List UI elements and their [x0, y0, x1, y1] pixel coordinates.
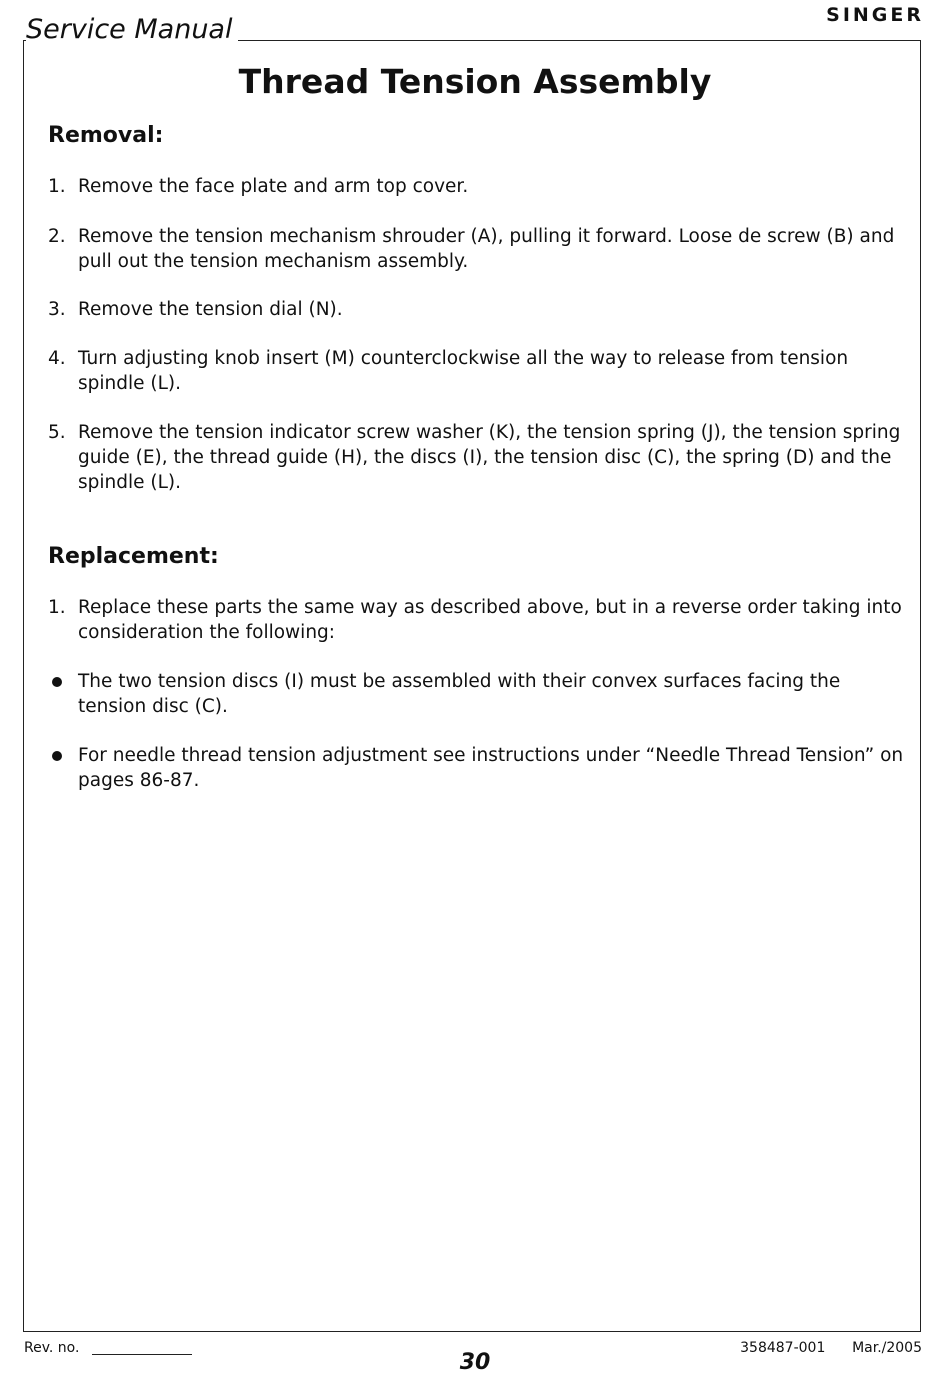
- step-number: 2.: [48, 226, 66, 247]
- bullet-icon: [52, 677, 62, 687]
- page-title: Thread Tension Assembly: [238, 62, 712, 101]
- bullet-text: For needle thread tension adjustment see instructions under “Needle Thread Tension” on pages 86-87.: [78, 745, 904, 791]
- removal-step-3: [48, 297, 908, 322]
- step-text: Turn adjusting knob insert (M) counterclockwise all the way to release from tension spindle (L).: [78, 348, 849, 394]
- step-text: Remove the face plate and arm top cover.: [78, 176, 469, 197]
- step-text: Replace these parts the same way as described above, but in a reverse order taking into consideration the following:: [78, 597, 902, 643]
- replacement-bullet-2: [48, 743, 908, 793]
- replacement-step-1: [48, 595, 908, 645]
- removal-step-2: [48, 224, 908, 274]
- step-number: 3.: [48, 299, 66, 320]
- bullet-text: The two tension discs (I) must be assembled with their convex surfaces facing the tension disc (C).: [78, 671, 841, 717]
- bullet-icon: [52, 751, 62, 761]
- step-number: 5.: [48, 422, 66, 443]
- brand-logo-text: SINGER: [826, 4, 924, 26]
- document-header-title: Service Manual: [26, 12, 238, 48]
- document-id: [740, 1340, 922, 1356]
- page-number: 30: [459, 1350, 491, 1375]
- step-number: 1.: [48, 176, 66, 197]
- replacement-bullet-1: [48, 669, 908, 719]
- step-number: 1.: [48, 597, 66, 618]
- document-date: Mar./2005: [852, 1340, 922, 1356]
- step-number: 4.: [48, 348, 66, 369]
- step-text: Remove the tension mechanism shrouder (A), pulling it forward. Loose de screw (B) and pull out the tension mechanism assembly.: [78, 226, 895, 272]
- document-number: 358487-001: [740, 1340, 826, 1356]
- removal-heading: Removal:: [48, 123, 164, 148]
- replacement-heading: Replacement:: [48, 544, 219, 569]
- removal-step-5: [48, 420, 908, 495]
- step-text: Remove the tension dial (N).: [78, 299, 343, 320]
- removal-step-1: [48, 174, 908, 199]
- step-text: Remove the tension indicator screw washer (K), the tension spring (J), the tension spring guide (E), the thread guide (H), the discs (I), the tension disc (C), the spring (D) and the spindle (L).: [78, 422, 901, 493]
- removal-step-4: [48, 346, 908, 396]
- revision-label: Rev. no.: [24, 1340, 80, 1356]
